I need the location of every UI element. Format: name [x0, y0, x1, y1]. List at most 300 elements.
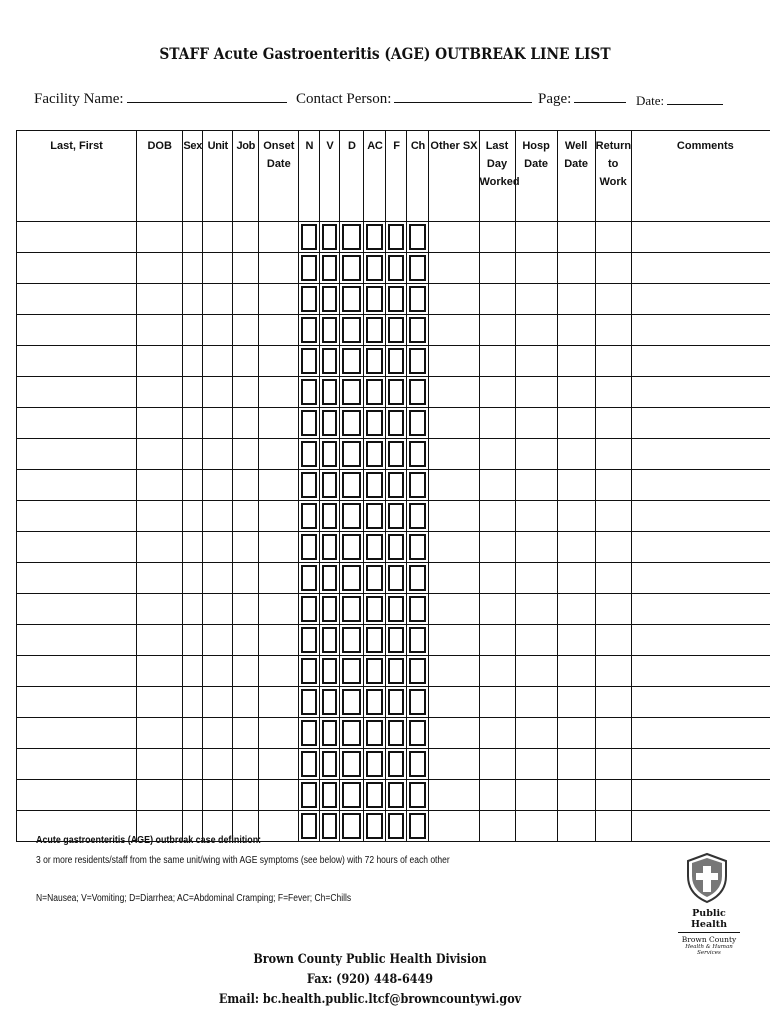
symptom-checkbox-v[interactable]	[322, 472, 337, 498]
cell-comments[interactable]	[631, 346, 770, 377]
cell-onset[interactable]	[259, 656, 299, 687]
cell-last_day[interactable]	[479, 749, 515, 780]
symptom-checkbox-f[interactable]	[388, 720, 404, 746]
symptom-checkbox-n[interactable]	[301, 813, 317, 839]
symptom-checkbox-d[interactable]	[342, 317, 361, 343]
symptom-checkbox-d[interactable]	[342, 782, 361, 808]
symptom-checkbox-f[interactable]	[388, 348, 404, 374]
cell-well[interactable]	[557, 315, 595, 346]
cell-unit[interactable]	[203, 408, 233, 439]
cell-last_day[interactable]	[479, 315, 515, 346]
symptom-checkbox-n[interactable]	[301, 379, 317, 405]
symptom-checkbox-d[interactable]	[342, 658, 361, 684]
cell-hosp[interactable]	[515, 563, 557, 594]
cell-comments[interactable]	[631, 656, 770, 687]
symptom-checkbox-ch[interactable]	[409, 689, 426, 715]
symptom-checkbox-ac[interactable]	[366, 379, 383, 405]
symptom-checkbox-ch[interactable]	[409, 596, 426, 622]
cell-hosp[interactable]	[515, 532, 557, 563]
cell-other[interactable]	[429, 346, 479, 377]
cell-return[interactable]	[595, 780, 631, 811]
symptom-checkbox-n[interactable]	[301, 317, 317, 343]
cell-comments[interactable]	[631, 811, 770, 842]
cell-hosp[interactable]	[515, 811, 557, 842]
cell-well[interactable]	[557, 594, 595, 625]
symptom-checkbox-ch[interactable]	[409, 379, 426, 405]
symptom-checkbox-d[interactable]	[342, 472, 361, 498]
cell-other[interactable]	[429, 811, 479, 842]
cell-sex[interactable]	[183, 687, 203, 718]
symptom-checkbox-n[interactable]	[301, 348, 317, 374]
cell-comments[interactable]	[631, 749, 770, 780]
cell-job[interactable]	[233, 532, 259, 563]
cell-return[interactable]	[595, 470, 631, 501]
cell-hosp[interactable]	[515, 470, 557, 501]
symptom-checkbox-v[interactable]	[322, 348, 337, 374]
symptom-checkbox-d[interactable]	[342, 286, 361, 312]
cell-unit[interactable]	[203, 253, 233, 284]
cell-well[interactable]	[557, 439, 595, 470]
cell-return[interactable]	[595, 284, 631, 315]
cell-last_day[interactable]	[479, 594, 515, 625]
cell-last_day[interactable]	[479, 408, 515, 439]
symptom-checkbox-ac[interactable]	[366, 410, 383, 436]
cell-comments[interactable]	[631, 594, 770, 625]
cell-job[interactable]	[233, 222, 259, 253]
symptom-checkbox-f[interactable]	[388, 410, 404, 436]
symptom-checkbox-ac[interactable]	[366, 596, 383, 622]
symptom-checkbox-n[interactable]	[301, 751, 317, 777]
symptom-checkbox-n[interactable]	[301, 503, 317, 529]
cell-onset[interactable]	[259, 377, 299, 408]
symptom-checkbox-v[interactable]	[322, 596, 337, 622]
cell-other[interactable]	[429, 780, 479, 811]
symptom-checkbox-ch[interactable]	[409, 255, 426, 281]
cell-comments[interactable]	[631, 687, 770, 718]
cell-job[interactable]	[233, 594, 259, 625]
cell-onset[interactable]	[259, 284, 299, 315]
cell-sex[interactable]	[183, 749, 203, 780]
cell-onset[interactable]	[259, 253, 299, 284]
symptom-checkbox-ch[interactable]	[409, 317, 426, 343]
cell-name[interactable]	[17, 253, 137, 284]
symptom-checkbox-ac[interactable]	[366, 255, 383, 281]
symptom-checkbox-f[interactable]	[388, 534, 404, 560]
cell-last_day[interactable]	[479, 532, 515, 563]
cell-well[interactable]	[557, 718, 595, 749]
cell-return[interactable]	[595, 687, 631, 718]
cell-well[interactable]	[557, 625, 595, 656]
cell-other[interactable]	[429, 563, 479, 594]
cell-name[interactable]	[17, 501, 137, 532]
cell-name[interactable]	[17, 594, 137, 625]
symptom-checkbox-ch[interactable]	[409, 751, 426, 777]
cell-return[interactable]	[595, 563, 631, 594]
cell-job[interactable]	[233, 656, 259, 687]
symptom-checkbox-f[interactable]	[388, 317, 404, 343]
symptom-checkbox-ch[interactable]	[409, 627, 426, 653]
cell-return[interactable]	[595, 346, 631, 377]
cell-hosp[interactable]	[515, 439, 557, 470]
cell-dob[interactable]	[137, 594, 183, 625]
cell-sex[interactable]	[183, 346, 203, 377]
symptom-checkbox-v[interactable]	[322, 720, 337, 746]
cell-return[interactable]	[595, 315, 631, 346]
cell-last_day[interactable]	[479, 780, 515, 811]
symptom-checkbox-ac[interactable]	[366, 658, 383, 684]
cell-return[interactable]	[595, 811, 631, 842]
cell-return[interactable]	[595, 222, 631, 253]
symptom-checkbox-ch[interactable]	[409, 782, 426, 808]
cell-job[interactable]	[233, 284, 259, 315]
cell-hosp[interactable]	[515, 284, 557, 315]
cell-onset[interactable]	[259, 811, 299, 842]
cell-other[interactable]	[429, 439, 479, 470]
cell-other[interactable]	[429, 408, 479, 439]
symptom-checkbox-f[interactable]	[388, 503, 404, 529]
symptom-checkbox-v[interactable]	[322, 658, 337, 684]
symptom-checkbox-f[interactable]	[388, 379, 404, 405]
symptom-checkbox-f[interactable]	[388, 596, 404, 622]
cell-onset[interactable]	[259, 687, 299, 718]
cell-well[interactable]	[557, 501, 595, 532]
cell-comments[interactable]	[631, 625, 770, 656]
symptom-checkbox-f[interactable]	[388, 472, 404, 498]
symptom-checkbox-v[interactable]	[322, 286, 337, 312]
cell-last_day[interactable]	[479, 563, 515, 594]
symptom-checkbox-n[interactable]	[301, 627, 317, 653]
cell-name[interactable]	[17, 315, 137, 346]
cell-name[interactable]	[17, 656, 137, 687]
symptom-checkbox-v[interactable]	[322, 565, 337, 591]
cell-well[interactable]	[557, 377, 595, 408]
cell-job[interactable]	[233, 470, 259, 501]
cell-onset[interactable]	[259, 532, 299, 563]
cell-onset[interactable]	[259, 594, 299, 625]
cell-dob[interactable]	[137, 439, 183, 470]
cell-hosp[interactable]	[515, 377, 557, 408]
cell-name[interactable]	[17, 222, 137, 253]
cell-comments[interactable]	[631, 563, 770, 594]
cell-comments[interactable]	[631, 253, 770, 284]
cell-well[interactable]	[557, 284, 595, 315]
symptom-checkbox-ac[interactable]	[366, 503, 383, 529]
cell-job[interactable]	[233, 749, 259, 780]
cell-job[interactable]	[233, 780, 259, 811]
symptom-checkbox-n[interactable]	[301, 565, 317, 591]
symptom-checkbox-ch[interactable]	[409, 224, 426, 250]
cell-well[interactable]	[557, 253, 595, 284]
cell-unit[interactable]	[203, 594, 233, 625]
cell-hosp[interactable]	[515, 718, 557, 749]
cell-dob[interactable]	[137, 253, 183, 284]
symptom-checkbox-d[interactable]	[342, 720, 361, 746]
cell-hosp[interactable]	[515, 408, 557, 439]
symptom-checkbox-d[interactable]	[342, 813, 361, 839]
cell-last_day[interactable]	[479, 284, 515, 315]
symptom-checkbox-f[interactable]	[388, 689, 404, 715]
symptom-checkbox-ch[interactable]	[409, 472, 426, 498]
symptom-checkbox-ac[interactable]	[366, 627, 383, 653]
symptom-checkbox-d[interactable]	[342, 596, 361, 622]
symptom-checkbox-ac[interactable]	[366, 689, 383, 715]
cell-sex[interactable]	[183, 253, 203, 284]
cell-dob[interactable]	[137, 501, 183, 532]
cell-unit[interactable]	[203, 749, 233, 780]
cell-comments[interactable]	[631, 501, 770, 532]
cell-sex[interactable]	[183, 439, 203, 470]
cell-return[interactable]	[595, 718, 631, 749]
cell-hosp[interactable]	[515, 253, 557, 284]
contact-person-line[interactable]	[394, 88, 532, 103]
cell-other[interactable]	[429, 501, 479, 532]
cell-comments[interactable]	[631, 718, 770, 749]
cell-hosp[interactable]	[515, 656, 557, 687]
cell-unit[interactable]	[203, 656, 233, 687]
cell-comments[interactable]	[631, 315, 770, 346]
cell-last_day[interactable]	[479, 656, 515, 687]
cell-well[interactable]	[557, 749, 595, 780]
cell-return[interactable]	[595, 749, 631, 780]
cell-name[interactable]	[17, 284, 137, 315]
symptom-checkbox-f[interactable]	[388, 627, 404, 653]
cell-unit[interactable]	[203, 501, 233, 532]
symptom-checkbox-n[interactable]	[301, 596, 317, 622]
cell-sex[interactable]	[183, 501, 203, 532]
symptom-checkbox-f[interactable]	[388, 782, 404, 808]
cell-onset[interactable]	[259, 346, 299, 377]
cell-other[interactable]	[429, 222, 479, 253]
cell-return[interactable]	[595, 532, 631, 563]
cell-unit[interactable]	[203, 625, 233, 656]
cell-well[interactable]	[557, 470, 595, 501]
cell-job[interactable]	[233, 439, 259, 470]
symptom-checkbox-d[interactable]	[342, 379, 361, 405]
cell-onset[interactable]	[259, 718, 299, 749]
cell-other[interactable]	[429, 687, 479, 718]
cell-unit[interactable]	[203, 563, 233, 594]
symptom-checkbox-d[interactable]	[342, 565, 361, 591]
symptom-checkbox-ch[interactable]	[409, 658, 426, 684]
symptom-checkbox-v[interactable]	[322, 503, 337, 529]
symptom-checkbox-d[interactable]	[342, 348, 361, 374]
cell-unit[interactable]	[203, 687, 233, 718]
symptom-checkbox-n[interactable]	[301, 782, 317, 808]
cell-well[interactable]	[557, 346, 595, 377]
cell-last_day[interactable]	[479, 439, 515, 470]
cell-name[interactable]	[17, 346, 137, 377]
symptom-checkbox-ch[interactable]	[409, 813, 426, 839]
symptom-checkbox-n[interactable]	[301, 472, 317, 498]
cell-comments[interactable]	[631, 470, 770, 501]
cell-last_day[interactable]	[479, 501, 515, 532]
symptom-checkbox-v[interactable]	[322, 441, 337, 467]
symptom-checkbox-n[interactable]	[301, 255, 317, 281]
cell-unit[interactable]	[203, 346, 233, 377]
symptom-checkbox-v[interactable]	[322, 379, 337, 405]
symptom-checkbox-d[interactable]	[342, 689, 361, 715]
cell-comments[interactable]	[631, 377, 770, 408]
cell-sex[interactable]	[183, 315, 203, 346]
cell-last_day[interactable]	[479, 811, 515, 842]
symptom-checkbox-n[interactable]	[301, 658, 317, 684]
cell-dob[interactable]	[137, 656, 183, 687]
symptom-checkbox-ch[interactable]	[409, 534, 426, 560]
cell-job[interactable]	[233, 687, 259, 718]
cell-hosp[interactable]	[515, 594, 557, 625]
cell-job[interactable]	[233, 718, 259, 749]
cell-dob[interactable]	[137, 377, 183, 408]
cell-name[interactable]	[17, 439, 137, 470]
cell-other[interactable]	[429, 377, 479, 408]
cell-sex[interactable]	[183, 594, 203, 625]
cell-well[interactable]	[557, 656, 595, 687]
symptom-checkbox-f[interactable]	[388, 658, 404, 684]
cell-onset[interactable]	[259, 563, 299, 594]
symptom-checkbox-n[interactable]	[301, 689, 317, 715]
symptom-checkbox-ac[interactable]	[366, 348, 383, 374]
symptom-checkbox-f[interactable]	[388, 255, 404, 281]
cell-sex[interactable]	[183, 222, 203, 253]
symptom-checkbox-f[interactable]	[388, 224, 404, 250]
cell-name[interactable]	[17, 625, 137, 656]
symptom-checkbox-ch[interactable]	[409, 441, 426, 467]
cell-other[interactable]	[429, 470, 479, 501]
cell-unit[interactable]	[203, 718, 233, 749]
cell-other[interactable]	[429, 594, 479, 625]
cell-hosp[interactable]	[515, 222, 557, 253]
symptom-checkbox-v[interactable]	[322, 782, 337, 808]
symptom-checkbox-v[interactable]	[322, 224, 337, 250]
cell-name[interactable]	[17, 780, 137, 811]
symptom-checkbox-ac[interactable]	[366, 534, 383, 560]
cell-job[interactable]	[233, 315, 259, 346]
cell-sex[interactable]	[183, 284, 203, 315]
cell-sex[interactable]	[183, 718, 203, 749]
symptom-checkbox-ac[interactable]	[366, 224, 383, 250]
cell-comments[interactable]	[631, 439, 770, 470]
facility-name-line[interactable]	[127, 88, 287, 103]
symptom-checkbox-f[interactable]	[388, 286, 404, 312]
cell-last_day[interactable]	[479, 470, 515, 501]
cell-unit[interactable]	[203, 377, 233, 408]
cell-dob[interactable]	[137, 315, 183, 346]
symptom-checkbox-ac[interactable]	[366, 472, 383, 498]
cell-dob[interactable]	[137, 749, 183, 780]
cell-dob[interactable]	[137, 284, 183, 315]
cell-well[interactable]	[557, 563, 595, 594]
cell-onset[interactable]	[259, 439, 299, 470]
cell-hosp[interactable]	[515, 749, 557, 780]
symptom-checkbox-f[interactable]	[388, 441, 404, 467]
cell-name[interactable]	[17, 749, 137, 780]
cell-onset[interactable]	[259, 501, 299, 532]
cell-dob[interactable]	[137, 780, 183, 811]
cell-other[interactable]	[429, 284, 479, 315]
cell-hosp[interactable]	[515, 346, 557, 377]
cell-onset[interactable]	[259, 222, 299, 253]
cell-other[interactable]	[429, 253, 479, 284]
symptom-checkbox-d[interactable]	[342, 410, 361, 436]
cell-other[interactable]	[429, 625, 479, 656]
cell-onset[interactable]	[259, 625, 299, 656]
symptom-checkbox-n[interactable]	[301, 410, 317, 436]
cell-dob[interactable]	[137, 563, 183, 594]
cell-return[interactable]	[595, 408, 631, 439]
cell-well[interactable]	[557, 811, 595, 842]
cell-dob[interactable]	[137, 532, 183, 563]
cell-name[interactable]	[17, 718, 137, 749]
symptom-checkbox-n[interactable]	[301, 286, 317, 312]
cell-sex[interactable]	[183, 563, 203, 594]
cell-unit[interactable]	[203, 780, 233, 811]
symptom-checkbox-ch[interactable]	[409, 720, 426, 746]
cell-dob[interactable]	[137, 625, 183, 656]
symptom-checkbox-ch[interactable]	[409, 503, 426, 529]
symptom-checkbox-n[interactable]	[301, 534, 317, 560]
symptom-checkbox-n[interactable]	[301, 224, 317, 250]
symptom-checkbox-d[interactable]	[342, 534, 361, 560]
symptom-checkbox-f[interactable]	[388, 751, 404, 777]
cell-onset[interactable]	[259, 749, 299, 780]
cell-unit[interactable]	[203, 470, 233, 501]
cell-sex[interactable]	[183, 656, 203, 687]
cell-onset[interactable]	[259, 470, 299, 501]
symptom-checkbox-ch[interactable]	[409, 410, 426, 436]
cell-hosp[interactable]	[515, 625, 557, 656]
cell-last_day[interactable]	[479, 625, 515, 656]
symptom-checkbox-v[interactable]	[322, 410, 337, 436]
cell-well[interactable]	[557, 687, 595, 718]
cell-name[interactable]	[17, 532, 137, 563]
cell-other[interactable]	[429, 532, 479, 563]
symptom-checkbox-n[interactable]	[301, 441, 317, 467]
symptom-checkbox-v[interactable]	[322, 317, 337, 343]
symptom-checkbox-d[interactable]	[342, 503, 361, 529]
cell-comments[interactable]	[631, 532, 770, 563]
cell-dob[interactable]	[137, 346, 183, 377]
cell-hosp[interactable]	[515, 780, 557, 811]
cell-name[interactable]	[17, 470, 137, 501]
symptom-checkbox-ac[interactable]	[366, 317, 383, 343]
cell-sex[interactable]	[183, 780, 203, 811]
symptom-checkbox-d[interactable]	[342, 255, 361, 281]
cell-other[interactable]	[429, 718, 479, 749]
date-field[interactable]	[636, 90, 723, 109]
symptom-checkbox-ac[interactable]	[366, 813, 383, 839]
cell-well[interactable]	[557, 222, 595, 253]
cell-unit[interactable]	[203, 284, 233, 315]
cell-last_day[interactable]	[479, 377, 515, 408]
cell-last_day[interactable]	[479, 718, 515, 749]
cell-return[interactable]	[595, 253, 631, 284]
page-field[interactable]	[538, 88, 626, 108]
cell-unit[interactable]	[203, 222, 233, 253]
cell-hosp[interactable]	[515, 501, 557, 532]
cell-job[interactable]	[233, 501, 259, 532]
cell-comments[interactable]	[631, 408, 770, 439]
symptom-checkbox-n[interactable]	[301, 720, 317, 746]
cell-hosp[interactable]	[515, 315, 557, 346]
cell-job[interactable]	[233, 377, 259, 408]
cell-hosp[interactable]	[515, 687, 557, 718]
cell-unit[interactable]	[203, 532, 233, 563]
page-line[interactable]	[574, 88, 626, 103]
cell-return[interactable]	[595, 377, 631, 408]
cell-comments[interactable]	[631, 780, 770, 811]
cell-sex[interactable]	[183, 377, 203, 408]
symptom-checkbox-v[interactable]	[322, 751, 337, 777]
